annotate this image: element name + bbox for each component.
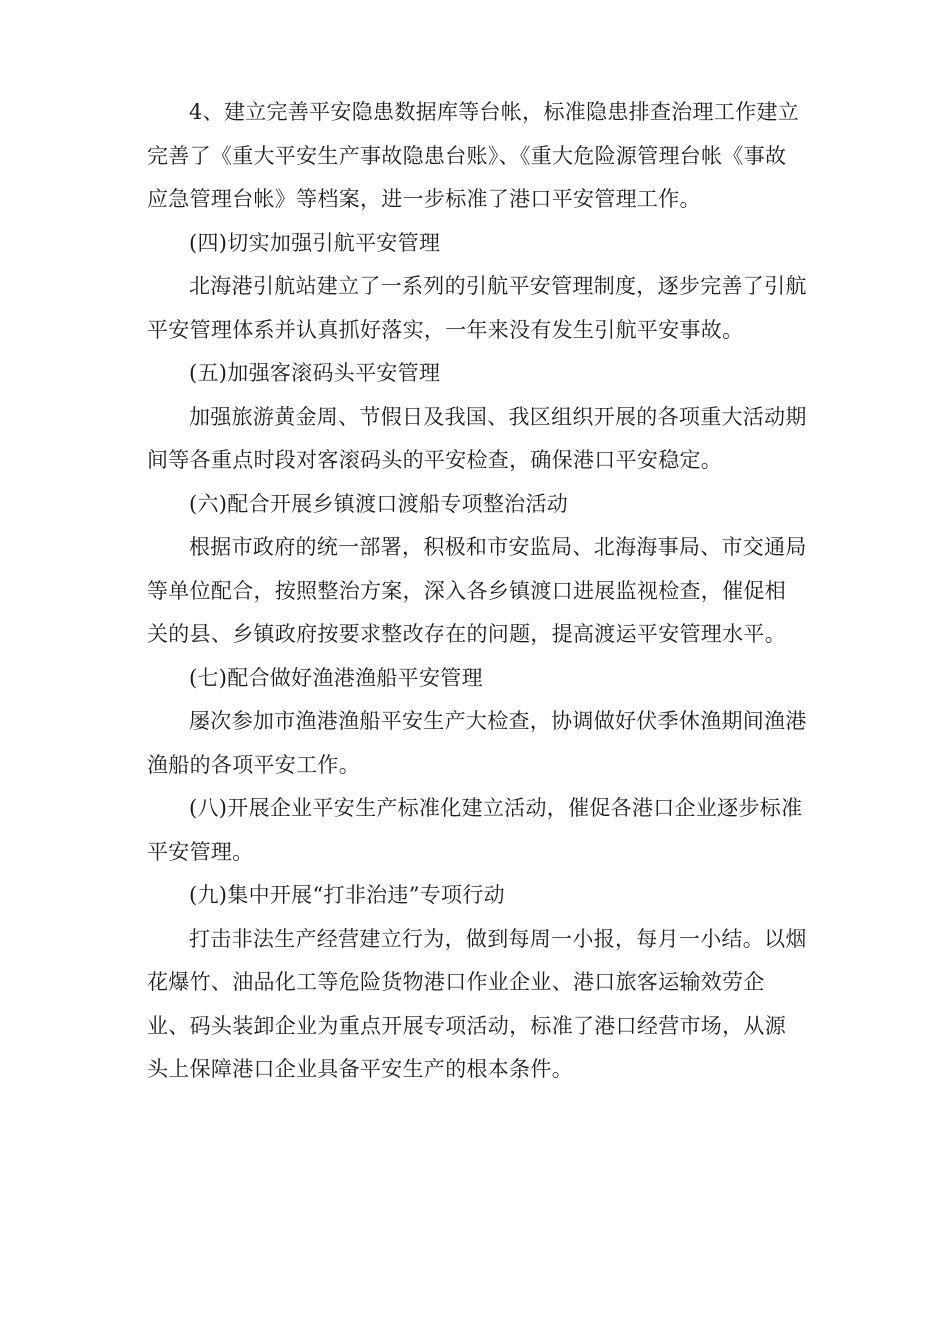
paragraph-ferry-rectification: 根据市政府的统一部署，积极和市安监局、北海海事局、市交通局等单位配合，按照整治方案，深入各乡镇渡口进展监视检查，催促相关的县、乡镇政府按要求整改存在的问题，提高渡运平安管理水平。 [147,535,807,646]
paragraph-fishing-port-safety: 屡次参加市渔港渔船平安生产大检查，协调做好伏季休渔期间渔港渔船的各项平安工作。 [147,709,807,777]
heading-roro-terminal-safety: (五)加强客滚码头平安管理 [189,361,441,385]
heading-special-action: (九)集中开展“打非治违”专项行动 [189,883,505,907]
paragraph-special-action: 打击非法生产经营建立行为，做到每周一小报，每月一小结。以烟花爆竹、油品化工等危险货物港口作业企业、港口旅客运输效劳企业、码头装卸企业为重点开展专项活动，标准了港口经营市场，从源头上保障港口企业具备平安生产的根本条件。 [147,926,807,1081]
document-body [147,91,807,1092]
paragraph-pilotage-safety: 北海港引航站建立了一系列的引航平安管理制度，逐步完善了引航平安管理体系并认真抓好落实，一年来没有发生引航平安事故。 [147,274,807,342]
paragraph-roro-terminal-safety: 加强旅游黄金周、节假日及我国、我区组织开展的各项重大活动期间等各重点时段对客滚码头的平安检查，确保港口平安稳定。 [147,404,807,472]
heading-fishing-port-safety: (七)配合做好渔港渔船平安管理 [189,665,483,690]
heading-ferry-rectification: (六)配合开展乡镇渡口渡船专项整治活动 [189,491,569,516]
heading-standardization: (八)开展企业平安生产标准化建立活动，催促各港口企业逐步标准平安管理。 [147,796,803,864]
heading-pilotage-safety: (四)切实加强引航平安管理 [189,230,441,255]
paragraph-hazard-database: 4、建立完善平安隐患数据库等台帐，标准隐患排查治理工作建立完善了《重大平安生产事故隐患台账》、《重大危险源管理台帐《事故应急管理台帐》等档案，进一步标准了港口平安管理工作。 [147,100,800,211]
